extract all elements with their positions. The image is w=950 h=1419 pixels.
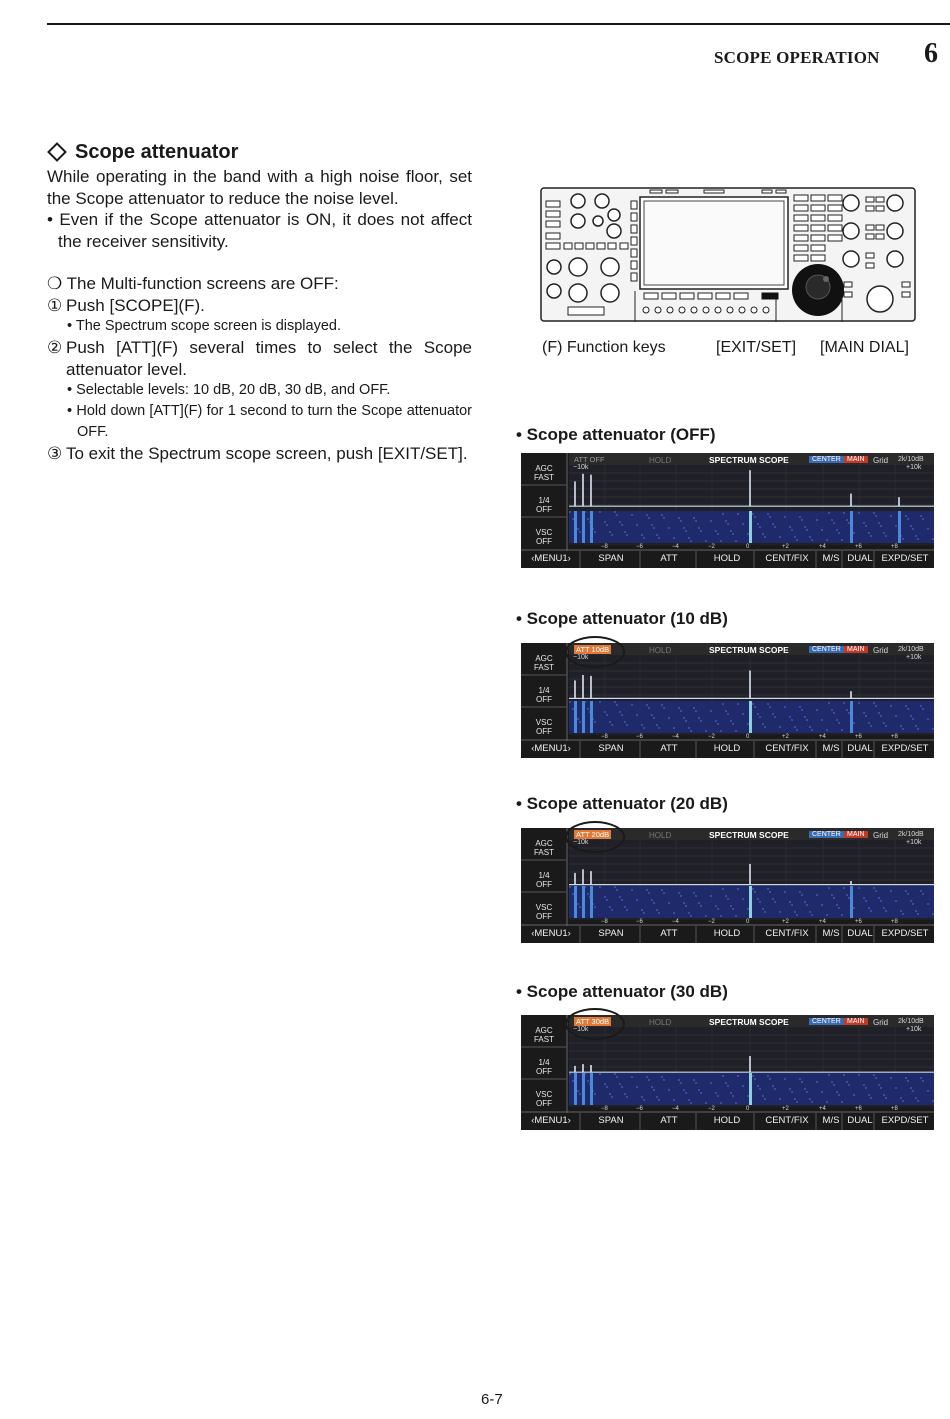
axis-tick-label: +2 <box>782 734 789 740</box>
step-2 <box>47 337 472 380</box>
waterfall-trace <box>590 701 593 733</box>
axis-tick-label: −8 <box>601 1106 608 1112</box>
grid-label: Grid <box>873 456 889 465</box>
center-badge: CENTER <box>809 831 844 838</box>
span-info: 2k/10dB <box>898 646 924 653</box>
waterfall-trace <box>582 886 585 918</box>
scope-caption-10db: • Scope attenuator (10 dB) <box>516 609 728 628</box>
waterfall-trace <box>749 886 752 918</box>
sensitivity-note: • Even if the Scope attenuator is ON, it does not affect the receiver sensitivity. <box>47 210 472 251</box>
scope-title: SPECTRUM SCOPE <box>709 455 789 465</box>
att-highlight-ellipse <box>565 1008 625 1040</box>
waterfall-trace <box>582 1073 585 1105</box>
att-highlight-ellipse <box>565 636 625 668</box>
waterfall-trace <box>574 701 577 733</box>
function-key[interactable]: CENT/FIX <box>765 928 809 939</box>
transceiver-front-panel <box>540 187 916 322</box>
function-key[interactable]: DUAL <box>847 553 873 564</box>
grid-label: Grid <box>873 1018 889 1027</box>
function-key[interactable]: SPAN <box>598 553 624 564</box>
scope-side-label: AGC FAST <box>533 839 554 857</box>
spectrum-scope-screen <box>521 643 934 758</box>
function-key[interactable]: CENT/FIX <box>765 1115 809 1126</box>
center-badge: CENTER <box>809 456 844 463</box>
axis-tick-label: −6 <box>636 734 643 740</box>
scope-caption-20db: • Scope attenuator (20 dB) <box>516 794 728 813</box>
function-key[interactable]: ‹MENU1› <box>531 553 571 564</box>
function-key[interactable]: CENT/FIX <box>765 743 809 754</box>
main-badge: MAIN <box>844 831 868 838</box>
waterfall-trace <box>850 511 853 543</box>
exit-set-key <box>762 293 778 299</box>
axis-tick-label: +8 <box>891 1106 898 1112</box>
center-badge: CENTER <box>809 646 844 653</box>
condition-line: ❍ The Multi-function screens are OFF: <box>47 274 339 293</box>
scope-side-label: VSC OFF <box>535 528 553 546</box>
step-number: ② <box>47 338 63 357</box>
axis-tick-label: −2 <box>708 1106 715 1112</box>
axis-tick-label: +2 <box>782 544 789 550</box>
step-number: ① <box>47 295 63 315</box>
axis-tick-label: −2 <box>708 544 715 550</box>
step-text: To exit the Spectrum scope screen, push [EXIT/SET]. <box>66 444 468 463</box>
scope-title: SPECTRUM SCOPE <box>709 1017 789 1027</box>
range-right: +10k <box>906 1026 922 1033</box>
axis-tick-label: +2 <box>782 919 789 925</box>
range-left: −10k <box>573 1026 589 1033</box>
waterfall-trace <box>850 886 853 918</box>
att-indicator: ATT 20dB <box>576 830 610 839</box>
step-1 <box>47 295 472 317</box>
function-key[interactable]: M/S <box>822 553 840 564</box>
axis-tick-label: 0 <box>746 1106 750 1112</box>
function-key[interactable]: ‹MENU1› <box>531 1115 571 1126</box>
range-left: −10k <box>573 654 589 661</box>
waterfall-trace <box>749 511 752 543</box>
function-key[interactable]: EXPD/SET <box>881 928 929 939</box>
axis-tick-label: +6 <box>855 544 862 550</box>
function-key[interactable]: M/S <box>822 1115 840 1126</box>
scope-caption-off: • Scope attenuator (OFF) <box>516 425 716 444</box>
function-key[interactable]: CENT/FIX <box>765 553 809 564</box>
function-key[interactable]: SPAN <box>598 743 624 754</box>
axis-tick-label: +8 <box>891 919 898 925</box>
page-number: 6-7 <box>481 1391 503 1408</box>
axis-tick-label: −4 <box>672 544 679 550</box>
instructions-column <box>47 140 472 465</box>
axis-tick-label: −4 <box>672 1106 679 1112</box>
axis-tick-label: −4 <box>672 734 679 740</box>
att-indicator: ATT 30dB <box>576 1017 610 1026</box>
function-key[interactable]: M/S <box>822 743 840 754</box>
att-indicator: ATT OFF <box>574 455 605 464</box>
scope-side-label: 1/4 OFF <box>536 1058 552 1076</box>
scope-caption-30db: • Scope attenuator (30 dB) <box>516 982 728 1001</box>
function-key[interactable]: M/S <box>822 928 840 939</box>
waterfall-trace <box>898 511 901 543</box>
waterfall-trace <box>749 701 752 733</box>
hold-indicator: HOLD <box>649 831 672 840</box>
hold-indicator: HOLD <box>649 1018 672 1027</box>
axis-tick-label: −8 <box>601 544 608 550</box>
step-text: Push [ATT](F) several times to select the Scope attenuator level. <box>66 338 472 379</box>
scope-title: SPECTRUM SCOPE <box>709 830 789 840</box>
range-left: −10k <box>573 464 589 471</box>
callout-main-dial: [MAIN DIAL] <box>820 339 909 356</box>
grid-label: Grid <box>873 831 889 840</box>
chapter-number: 6 <box>924 38 938 69</box>
section-heading <box>47 140 472 164</box>
function-key[interactable]: ‹MENU1› <box>531 928 571 939</box>
waterfall-trace <box>590 886 593 918</box>
section-heading-text: Scope attenuator <box>75 141 239 163</box>
step-3 <box>47 443 472 465</box>
center-badge: CENTER <box>809 1018 844 1025</box>
main-badge: MAIN <box>844 1018 868 1025</box>
axis-tick-label: 0 <box>746 734 750 740</box>
function-key[interactable]: HOLD <box>713 553 741 564</box>
waterfall-trace <box>574 1073 577 1105</box>
step-1-note: • The Spectrum scope screen is displayed. <box>67 318 341 334</box>
axis-tick-label: −4 <box>672 919 679 925</box>
axis-tick-label: −6 <box>636 544 643 550</box>
axis-tick-label: −8 <box>601 919 608 925</box>
running-header: SCOPE OPERATION <box>714 48 880 67</box>
function-key[interactable]: DUAL <box>847 928 873 939</box>
hold-indicator: HOLD <box>649 646 672 655</box>
axis-tick-label: −2 <box>708 919 715 925</box>
spectrum-scope-screen <box>521 1015 934 1130</box>
step-text: Push [SCOPE](F). <box>66 295 205 315</box>
step-2-note: • Selectable levels: 10 dB, 20 dB, 30 dB, and OFF. <box>67 382 391 398</box>
span-info: 2k/10dB <box>898 456 924 463</box>
function-key[interactable]: ATT <box>660 928 678 939</box>
att-indicator: ATT 10dB <box>576 645 610 654</box>
axis-tick-label: +4 <box>819 544 826 550</box>
scope-side-label: AGC FAST <box>533 1026 554 1044</box>
intro-paragraph: While operating in the band with a high noise floor, set the Scope attenuator to reduce the noise level. <box>47 167 472 208</box>
function-key[interactable]: EXPD/SET <box>881 553 929 564</box>
scope-side-label: 1/4 OFF <box>536 496 552 514</box>
waterfall-trace <box>590 1073 593 1105</box>
function-key[interactable]: DUAL <box>847 1115 873 1126</box>
function-key[interactable]: DUAL <box>847 743 873 754</box>
function-key[interactable]: SPAN <box>598 1115 624 1126</box>
function-key[interactable]: EXPD/SET <box>881 743 929 754</box>
scope-side-label: 1/4 OFF <box>536 686 552 704</box>
axis-tick-label: +2 <box>782 1106 789 1112</box>
scope-title: SPECTRUM SCOPE <box>709 645 789 655</box>
axis-tick-label: +8 <box>891 734 898 740</box>
waterfall-trace <box>749 1073 752 1105</box>
spectrum-scope-screen <box>521 828 934 943</box>
function-key[interactable]: ATT <box>660 553 678 564</box>
axis-tick-label: −6 <box>636 1106 643 1112</box>
function-key[interactable]: EXPD/SET <box>881 1115 929 1126</box>
spectrum-scope-screen <box>521 453 934 568</box>
axis-tick-label: 0 <box>746 919 750 925</box>
waterfall-trace <box>582 511 585 543</box>
function-key[interactable]: ‹MENU1› <box>531 743 571 754</box>
waterfall-trace <box>582 701 585 733</box>
axis-tick-label: 0 <box>746 544 750 550</box>
waterfall-trace <box>574 511 577 543</box>
scope-side-label: AGC FAST <box>533 464 554 482</box>
diamond-icon <box>47 142 67 162</box>
step-number: ③ <box>47 444 63 463</box>
span-info: 2k/10dB <box>898 831 924 838</box>
function-key[interactable]: ATT <box>660 743 678 754</box>
scope-side-label: AGC FAST <box>533 654 554 672</box>
scope-side-label: 1/4 OFF <box>536 871 552 889</box>
hold-indicator: HOLD <box>649 456 672 465</box>
function-key[interactable]: HOLD <box>713 743 741 754</box>
function-key[interactable]: HOLD <box>713 1115 741 1126</box>
step-2-note: • Hold down [ATT](F) for 1 second to turn the Scope attenuator OFF. <box>67 403 472 440</box>
axis-tick-label: +4 <box>819 919 826 925</box>
scope-side-label: VSC OFF <box>535 1090 553 1108</box>
axis-tick-label: +6 <box>855 1106 862 1112</box>
waterfall-trace <box>590 511 593 543</box>
range-right: +10k <box>906 464 922 471</box>
function-key[interactable]: SPAN <box>598 928 624 939</box>
waterfall-trace <box>850 701 853 733</box>
grid-label: Grid <box>873 646 889 655</box>
axis-tick-label: −6 <box>636 919 643 925</box>
axis-tick-label: −2 <box>708 734 715 740</box>
top-rule <box>47 23 950 25</box>
callout-function-keys: (F) Function keys <box>542 339 666 356</box>
function-key[interactable]: ATT <box>660 1115 678 1126</box>
main-badge: MAIN <box>844 646 868 653</box>
scope-side-label: VSC OFF <box>535 903 553 921</box>
function-key[interactable]: HOLD <box>713 928 741 939</box>
scope-side-label: VSC OFF <box>535 718 553 736</box>
axis-tick-label: −8 <box>601 734 608 740</box>
callout-exit-set: [EXIT/SET] <box>716 339 797 356</box>
axis-tick-label: +4 <box>819 734 826 740</box>
axis-tick-label: +6 <box>855 919 862 925</box>
att-highlight-ellipse <box>565 821 625 853</box>
waterfall-trace <box>574 886 577 918</box>
axis-tick-label: +4 <box>819 1106 826 1112</box>
main-badge: MAIN <box>844 456 868 463</box>
range-right: +10k <box>906 654 922 661</box>
span-info: 2k/10dB <box>898 1018 924 1025</box>
range-right: +10k <box>906 839 922 846</box>
axis-tick-label: +8 <box>891 544 898 550</box>
axis-tick-label: +6 <box>855 734 862 740</box>
range-left: −10k <box>573 839 589 846</box>
